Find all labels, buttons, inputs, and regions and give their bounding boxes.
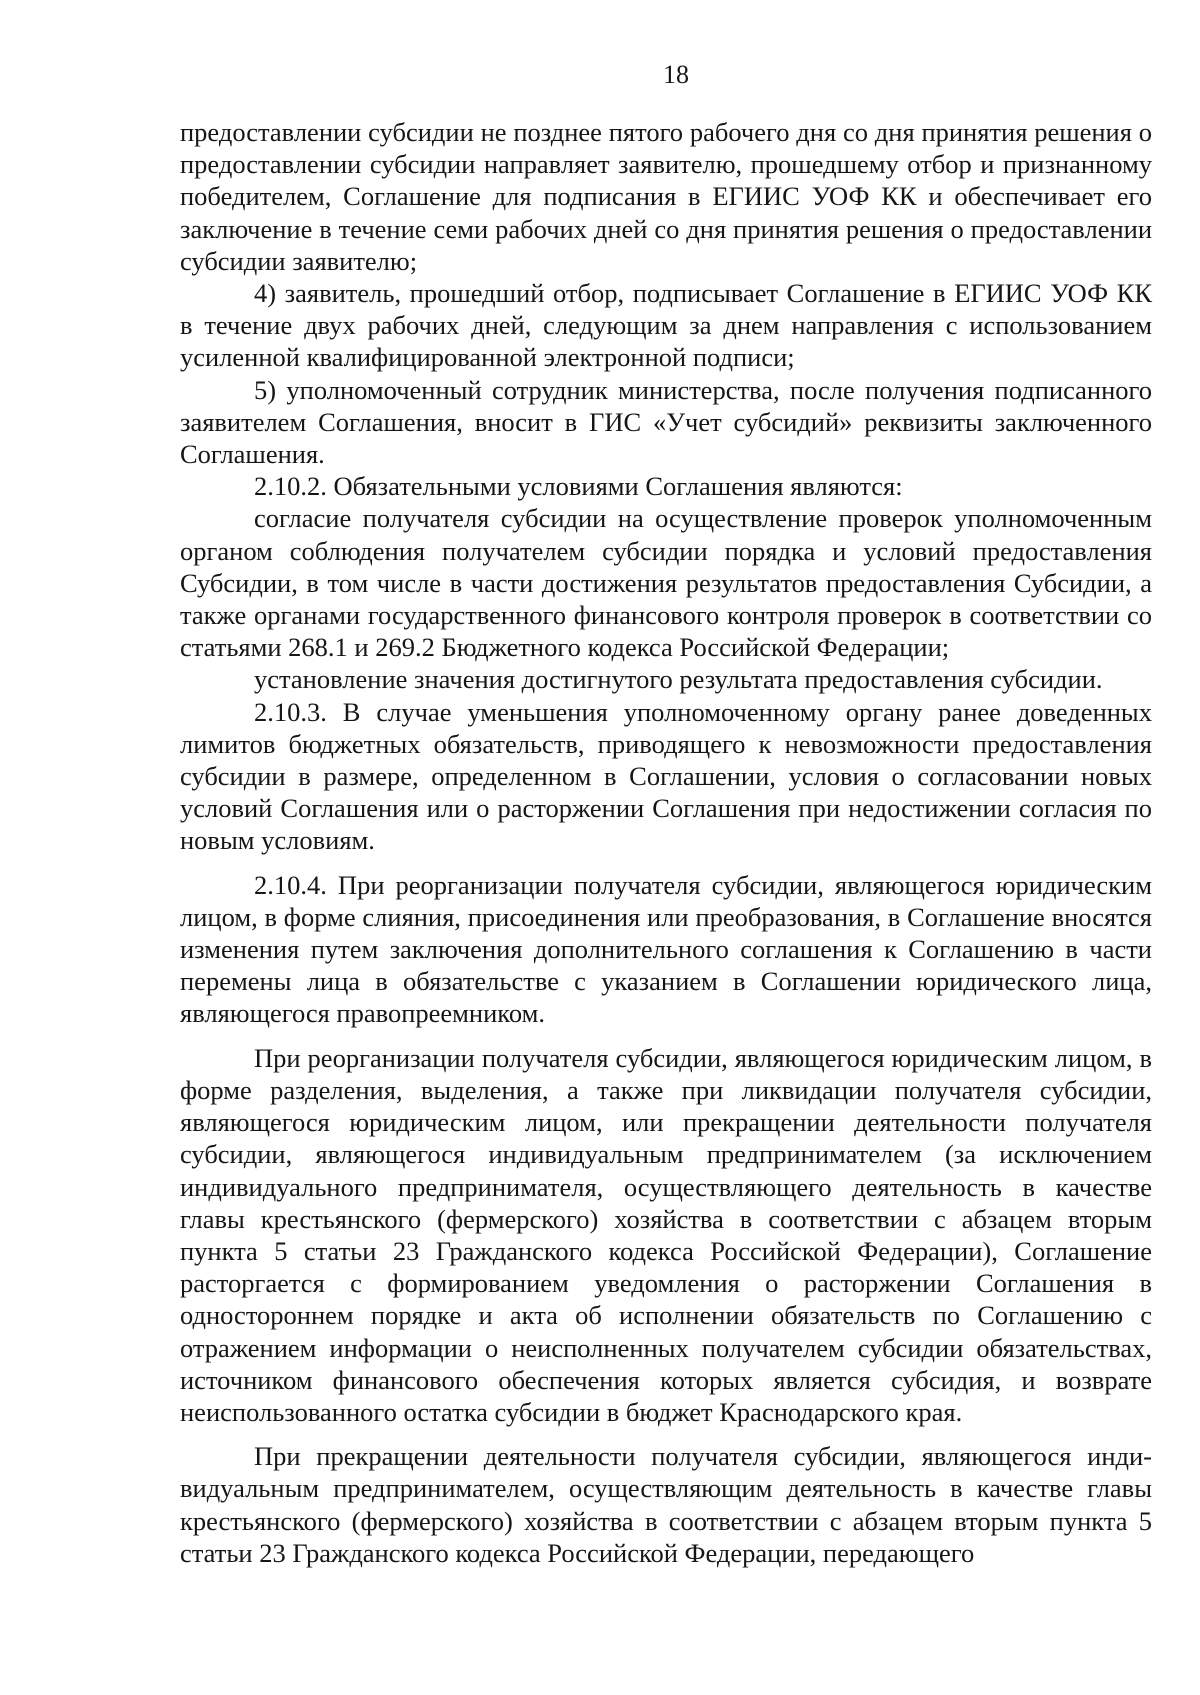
paragraph-continuation: предоставлении субсидии не позднее пятого рабочего дня со дня принятия решения о предоставлении субсидии направляет заявителю, прошедшему отбор и признанному победителем, Соглашение для подписания в ЕГИИС УОФ КК и обеспечивает его заключение в течение семи рабочих дней со дня принятия решения о предоставлении субсидии заявителю; <box>180 117 1152 276</box>
paragraph-2-10-3: 2.10.3. В случае уменьшения уполномоченному органу ранее доведенных лимитов бюджетных обязательств, приводящего к невозможности предоставления субсидии в размере, определенном в Соглашении, условия о согласовании новых условий Соглашения или о расторжении Соглашения при недостижении согласия по новым условиям. <box>180 696 1152 856</box>
paragraph-item-5: 5) уполномоченный сотрудник министерства, после получения подписанного заявителем Соглашения, вносит в ГИС «Учет субсидий» реквизиты заключенного Соглашения. <box>180 374 1152 470</box>
page-number: 18 <box>663 60 689 89</box>
paragraph-consent-condition: согласие получателя субсидии на осуществление проверок уполномоченным органом соблюдения получателем субсидии порядка и условий предоставления Субсидии, в том числе в части достижения результатов предоставления Субсидии, а также органами государственного финансового контроля проверок в соответствии со статьями 268.1 и 269.2 Бюджетного кодекса Российской Федерации; <box>180 503 1152 663</box>
paragraph-termination: При прекращении деятельности получателя субсидии, являющегося индивидуальным предпринимателем, осуществляющим деятельность в качестве главы крестьянского (фермерского) хозяйства в соответствии с абзацем вторым пункта 5 статьи 23 Гражданского кодекса Российской Федерации, передающего <box>180 1441 1152 1568</box>
paragraph-item-4: 4) заявитель, прошедший отбор, подписывает Соглашение в ЕГИИС УОФ КК в течение двух рабочих дней, следующим за днем направления с использованием усиленной квалифицированной электронной подписи; <box>180 278 1152 373</box>
document-body <box>180 116 1152 1569</box>
paragraph-result-condition: установление значения достигнутого результата предоставления субсидии. <box>254 664 1103 695</box>
paragraph-2-10-4: 2.10.4. При реорганизации получателя субсидии, являющегося юридическим лицом, в форме слияния, присоединения или преобразования, в Соглашение вносятся изменения путем заключения дополнительного соглашения к Соглашению в части перемены лица в обязательстве с указанием в Соглашении юридического лица, являющегося правопреемником. <box>180 869 1152 1029</box>
paragraph-reorganization: При реорганизации получателя субсидии, являющегося юридическим лицом, в форме разделения, выделения, а также при ликвидации получателя субсидии, являющегося юридическим лицом, или прекращении деятельности получателя субсидии, являющегося индивидуальным предпринимателем (за исключением индивидуального предпринимателя, осуществляющего деятельность в качестве главы крестьянского (фермерского) хозяйства в соответствии с абзацем вторым пункта 5 статьи 23 Гражданского кодекса Российской Федерации), Соглашение расторгается с формированием уведомления о расторжении Соглашения в одностороннем порядке и акта об исполнении обязательств по Соглашению с отражением информации о неисполненных получателем субсидии обязательствах, источником финансового обеспечения которых является субсидия, и возврате неиспользованного остатка субсидии в бюджет Краснодарского края. <box>180 1042 1152 1427</box>
paragraph-2-10-2: 2.10.2. Обязательными условиями Соглашения являются: <box>254 471 903 502</box>
